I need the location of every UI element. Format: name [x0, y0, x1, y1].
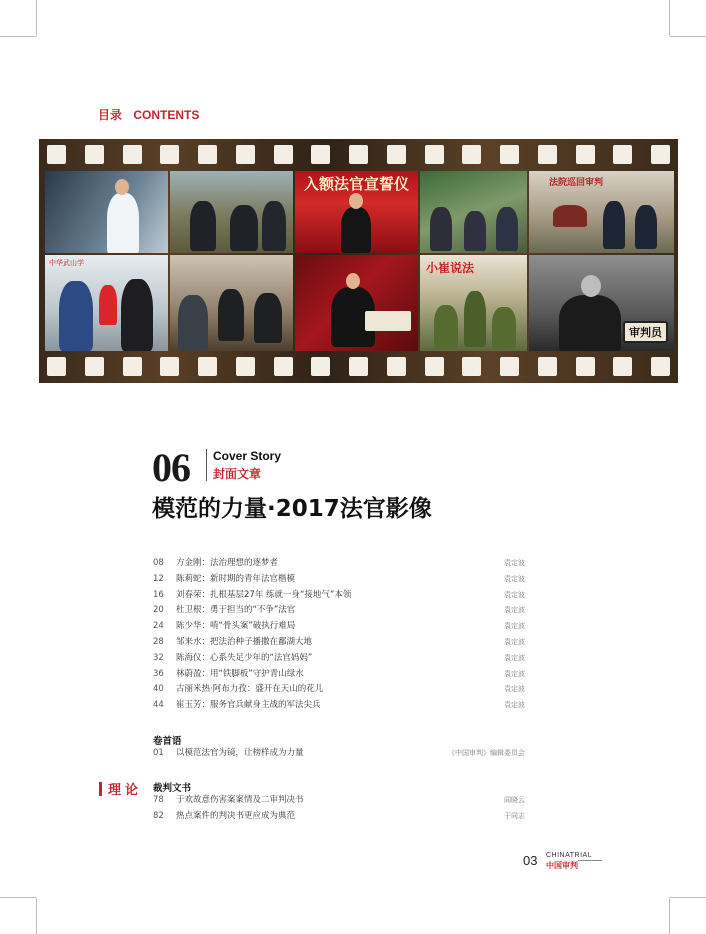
toc-entry-author: 袁定波	[504, 653, 525, 662]
crop-mark-top-right	[670, 36, 706, 38]
photo-field-visit	[170, 171, 293, 253]
cover-story-label-cn: 封面文章	[213, 467, 262, 481]
crop-mark-top-right	[669, 0, 671, 36]
sprocket-hole	[538, 357, 557, 376]
toc-entry-author: 《中国审判》编辑委员会	[448, 749, 525, 757]
toc-entry-author: 袁定波	[504, 669, 525, 678]
film-strip-collage	[39, 139, 678, 383]
sprocket-hole	[85, 357, 104, 376]
toc-entry[interactable]	[153, 667, 525, 683]
toc-entry-author: 袁定波	[504, 559, 525, 567]
photo-circuit-court	[529, 171, 674, 253]
toc-entry-title: 崔玉芳：服务官兵献身主战的军法尖兵	[176, 700, 321, 711]
article-list	[153, 556, 525, 714]
cover-story-label-en: Cover Story	[213, 449, 282, 463]
sprocket-hole	[47, 357, 66, 376]
sprocket-hole	[462, 145, 481, 164]
foreword-list	[153, 746, 525, 762]
section-number: 06	[152, 445, 190, 490]
toc-entry-author: 于同志	[504, 811, 525, 820]
sprocket-hole	[651, 145, 670, 164]
toc-entry[interactable]	[153, 746, 525, 762]
photo-student-visit	[45, 255, 168, 351]
sprocket-hole	[576, 357, 595, 376]
crop-mark-top-left	[0, 36, 36, 38]
photo-community-meeting	[420, 171, 527, 253]
toc-entry-page: 28	[153, 636, 164, 647]
banner-xiaocui: 小崔说法	[426, 261, 475, 275]
theory-label: 理论	[108, 783, 143, 798]
photo-judge-portrait-bw	[529, 255, 674, 351]
brand-name-en: CHINATRIAL	[546, 852, 593, 859]
sprocket-hole	[349, 145, 368, 164]
toc-entry-title: 邹来水：把法治种子播撒在鄱湖大地	[176, 636, 313, 647]
toc-entry[interactable]	[153, 809, 525, 825]
sprocket-hole	[576, 145, 595, 164]
toc-entry-author: 袁定波	[504, 606, 525, 615]
film-sprocket-holes-bottom	[47, 357, 670, 377]
section-divider	[206, 449, 207, 481]
theory-section-label	[99, 779, 142, 798]
toc-entry-page: 36	[153, 668, 164, 679]
toc-entry-title: 刘春荣：扎根基层27年 练就一身“接地气”本领	[176, 589, 352, 600]
toc-entry-title: 陈海仪：心系失足少年的“法官妈妈”	[176, 652, 313, 663]
toc-entry[interactable]	[153, 588, 525, 604]
sprocket-hole	[236, 357, 255, 376]
toc-entry-title: 杜卫根：勇于担当的“不争”法官	[176, 605, 296, 616]
sprocket-hole	[387, 357, 406, 376]
toc-entry-page: 12	[153, 573, 164, 584]
sprocket-hole	[613, 357, 632, 376]
toc-entry-author: 袁定波	[504, 685, 525, 694]
sprocket-hole	[85, 145, 104, 164]
toc-entry-page: 08	[153, 558, 164, 568]
toc-entry-title: 古丽米热·阿布力孜：盛开在天山的花儿	[176, 684, 324, 695]
theory-accent-bar	[99, 782, 102, 796]
sprocket-hole	[387, 145, 406, 164]
crop-mark-bottom-left	[36, 898, 38, 934]
toc-entry-author: 袁定波	[504, 574, 525, 583]
sprocket-hole	[538, 145, 557, 164]
toc-entry-page: 16	[153, 589, 164, 600]
brand-rule	[578, 860, 602, 861]
toc-label-cn: 目录	[98, 108, 123, 122]
sprocket-hole	[462, 357, 481, 376]
photo-home-visit	[170, 255, 293, 351]
sprocket-hole	[198, 357, 217, 376]
toc-entry[interactable]	[153, 556, 525, 572]
sprocket-hole	[160, 145, 179, 164]
toc-entry-title: 方金刚：法治理想的逐梦者	[176, 558, 279, 568]
sprocket-hole	[160, 357, 179, 376]
brand-name-cn: 中国审判	[546, 861, 578, 870]
toc-entry[interactable]	[153, 698, 525, 714]
toc-entry-page: 32	[153, 652, 164, 663]
sprocket-hole	[274, 145, 293, 164]
sign-school: 中华武山学	[49, 259, 84, 267]
toc-entry-author: 阎晓云	[504, 796, 525, 804]
toc-entry-author: 袁定波	[504, 622, 525, 631]
sprocket-hole	[349, 357, 368, 376]
sprocket-hole	[311, 145, 330, 164]
toc-entry[interactable]	[153, 651, 525, 667]
sprocket-hole	[236, 145, 255, 164]
toc-entry-title: 于欢故意伤害案案情及二审判决书	[176, 795, 304, 805]
toc-entry-author: 袁定波	[504, 637, 525, 646]
theory-list	[153, 793, 525, 825]
toc-entry[interactable]	[153, 635, 525, 651]
sprocket-hole	[123, 357, 142, 376]
page-number: 03	[523, 853, 538, 868]
toc-entry-title: 陈少华：啃“骨头案”破执行难局	[176, 621, 296, 632]
crop-mark-bottom-left	[0, 897, 36, 899]
toc-entry-title: 陈莉蛇：新时期的青年法官楷模	[176, 573, 296, 584]
cover-story-headline: 模范的力量·2017法官影像	[152, 496, 432, 522]
sprocket-hole	[425, 357, 444, 376]
toc-entry-title: 林蔚盈：用“铁脚板”守护青山绿水	[176, 668, 304, 679]
toc-entry-author: 袁定波	[504, 590, 525, 599]
toc-entry-page: 24	[153, 621, 164, 632]
sprocket-hole	[500, 145, 519, 164]
crop-mark-bottom-right	[669, 898, 671, 934]
toc-entry[interactable]	[153, 793, 525, 809]
toc-entry-author: 袁定波	[504, 701, 525, 710]
toc-label	[98, 106, 199, 123]
sprocket-hole	[198, 145, 217, 164]
sprocket-hole	[500, 357, 519, 376]
toc-entry-page: 82	[153, 810, 164, 821]
photo-military-lecture	[420, 255, 527, 351]
sprocket-hole	[613, 145, 632, 164]
toc-entry[interactable]	[153, 619, 525, 635]
photo-oath-ceremony	[295, 171, 418, 253]
sign-circuit-court: 法院巡回审判	[549, 178, 604, 188]
toc-entry-page: 44	[153, 700, 164, 711]
banner-oath: 入额法官宣誓仪	[303, 175, 409, 193]
crop-mark-bottom-right	[670, 897, 706, 899]
sprocket-hole	[274, 357, 293, 376]
toc-entry[interactable]	[153, 682, 525, 698]
crop-mark-top-left	[36, 0, 38, 36]
film-sprocket-holes-top	[47, 145, 670, 165]
foreword-heading: 卷首语	[153, 736, 182, 747]
toc-entry[interactable]	[153, 572, 525, 588]
sprocket-hole	[425, 145, 444, 164]
photo-judge-with-files	[295, 255, 418, 351]
photo-grid	[45, 171, 672, 351]
toc-entry[interactable]	[153, 603, 525, 619]
toc-entry-title: 以模范法官为镜，让榜样成为力量	[176, 748, 304, 758]
sprocket-hole	[123, 145, 142, 164]
toc-label-en: CONTENTS	[133, 108, 200, 122]
sprocket-hole	[651, 357, 670, 376]
toc-entry-page: 20	[153, 605, 164, 616]
judgment-docs-heading: 裁判文书	[153, 783, 192, 794]
toc-entry-page: 40	[153, 684, 164, 695]
stamp-judge: 审判员	[623, 321, 668, 343]
toc-entry-title: 热点案件的判决书更应成为典范	[176, 810, 296, 821]
sprocket-hole	[47, 145, 66, 164]
toc-entry-page: 78	[153, 795, 164, 805]
sprocket-hole	[311, 357, 330, 376]
photo-judge-library	[45, 171, 168, 253]
toc-entry-page: 01	[153, 748, 164, 758]
